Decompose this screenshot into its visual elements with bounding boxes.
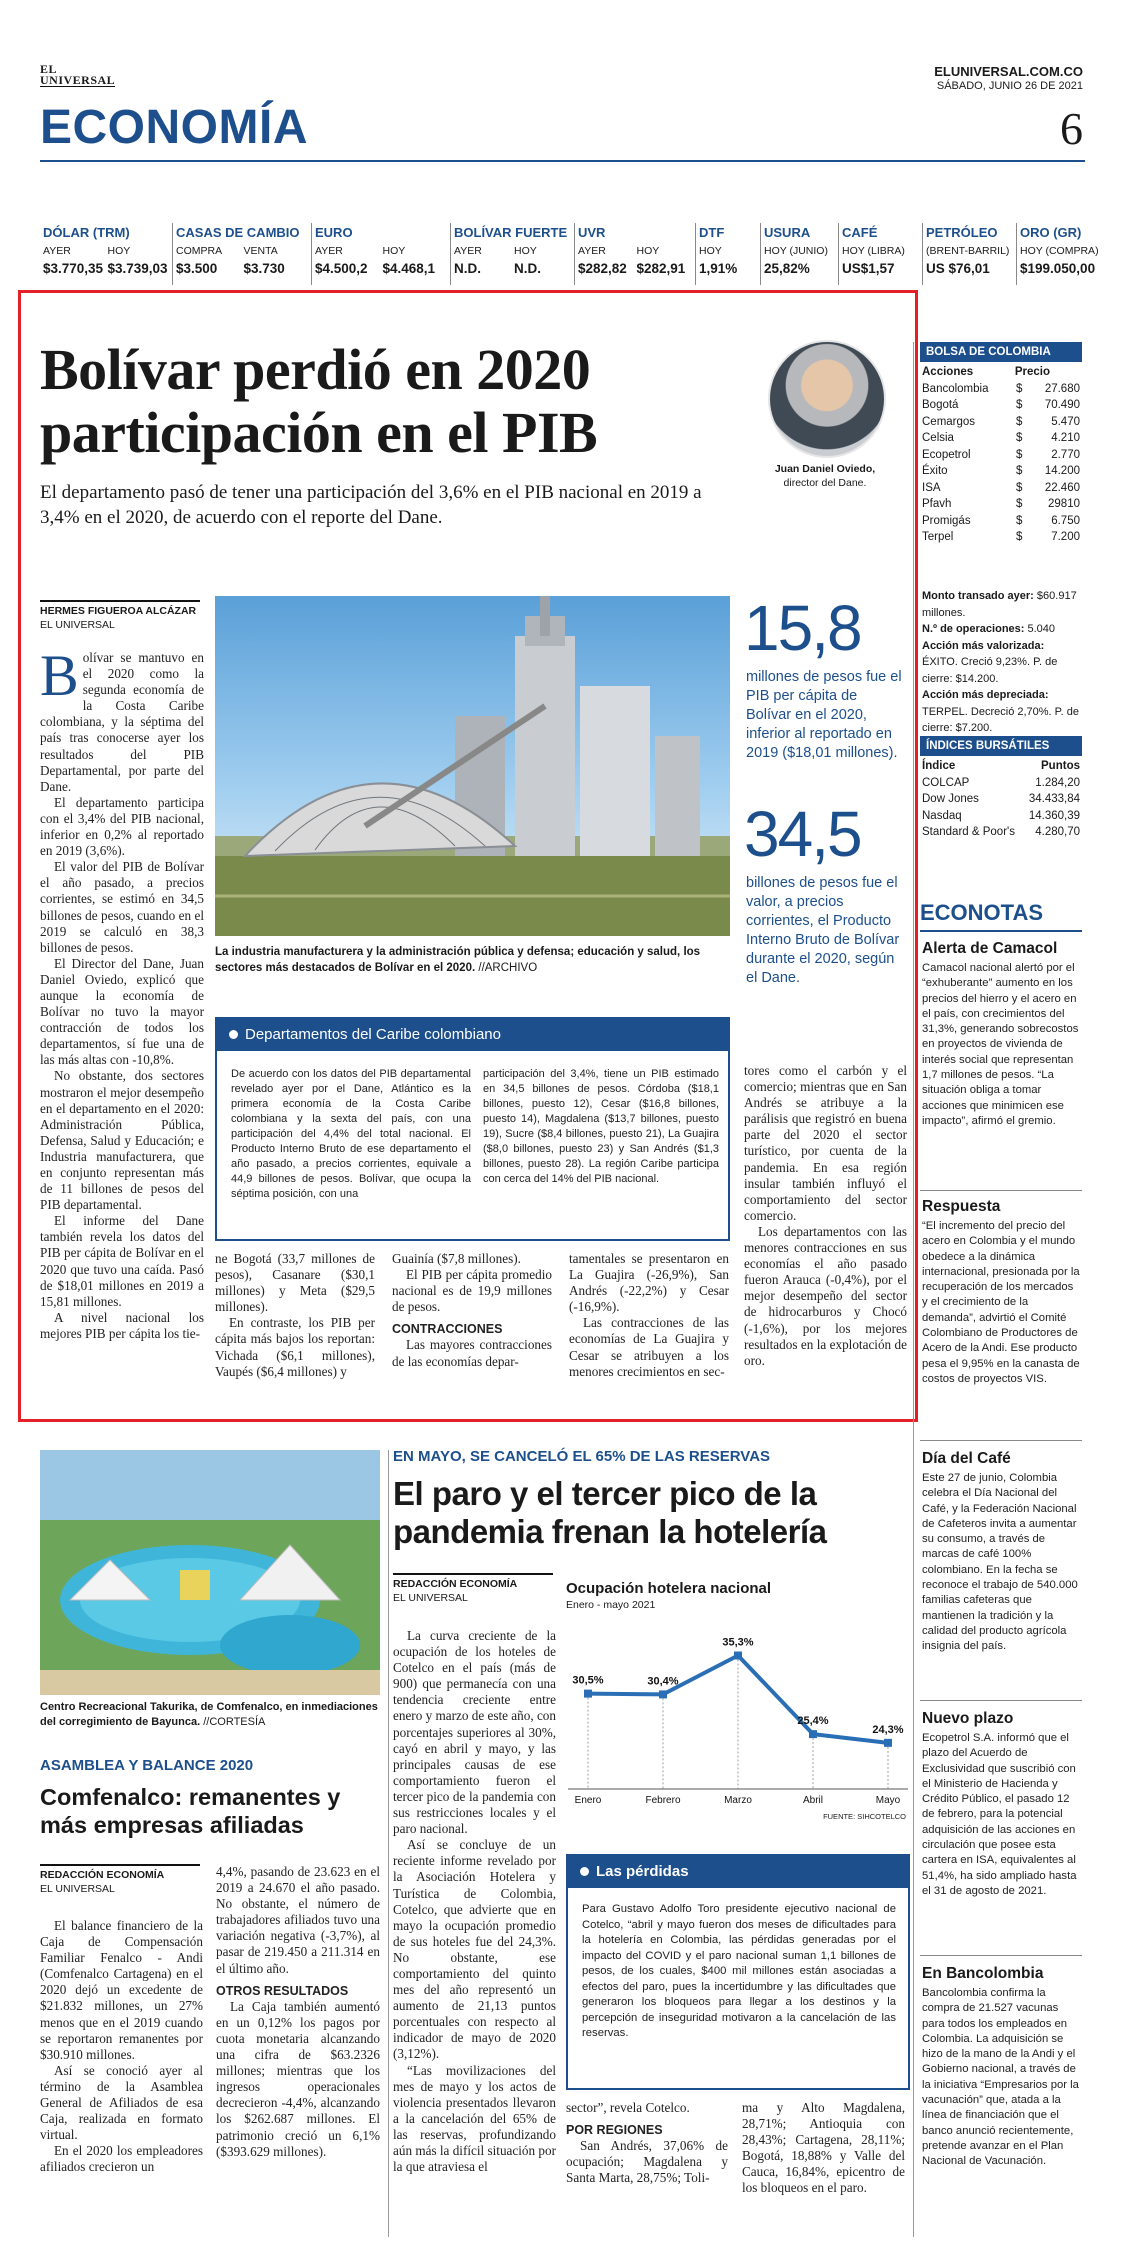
photo-credit: //CORTESÍA [203,1716,266,1728]
indices-header: ÍNDICES BURSÁTILES [920,736,1082,756]
comfenalco-column-1 [40,1918,203,2176]
market-sublabel: AYER [454,245,482,257]
stock-row [922,430,1080,447]
note-title: Día del Café [922,1450,1011,1467]
market-value: $282,91 [636,261,686,276]
stock-price [1016,447,1080,464]
note-body: “El incremento del precio del acero en Colombia y el mundo obedece a la dinámica internacional, presionada por la recuperación de los mercados y el crecimiento de la demanda”, advirtió el Comité Colombiano de Productores de Acero de la Andi. Ese producto pesa el 9,95% en la canasta de costos de proyectos VIS. [922,1220,1080,1385]
market-title: USURA [764,225,811,240]
caribbean-departments-box [215,1017,730,1241]
price-value: 7.200 [1051,531,1080,543]
note-title: En Bancolombia [922,1965,1044,1982]
stock-row [922,529,1080,546]
market-value: $282,82 [578,261,627,276]
index-name: Standard & Poor's [922,826,1015,838]
perdidas-text: Para Gustavo Adolfo Toro presidente ejecutivo nacional de Cotelco, “abril y mayo fueron dos meses de dificultades para la hotelería en Colombia, las pérdidas generadas por el impacto del COVID y el paro nacional suman 1,1 billones de pesos, de los cuales, $400 mil millones están asociadas a efectos del paro, pues la incertidumbre y las dificultades que generaron los bloqueos para llegar a los destinos y la percepción de inseguridad motivaron a la cancelación de las reservas. [582,1903,896,2039]
data-label: 30,5% [572,1674,604,1687]
stat-pib-percapita-text: millones de pesos fue el PIB per cápita de Bolívar en el 2020, inferior al reportado en 2019 ($18,01 millones). [746,669,902,761]
paragraph: En contraste, los PIB per cápita más bajos los reportan: Vichada ($6,1 millones), Vaupés ($6,4 millones) y [215,1315,375,1379]
data-label: 35,3% [722,1636,754,1649]
hotel-occupancy-chart [566,1580,910,1825]
column-header: Puntos [1041,760,1080,772]
market-sublabel: HOY [636,245,660,257]
subheading: CONTRACCIONES [392,1322,503,1337]
hotel-column-1 [393,1628,556,2175]
paragraph: Guainía ($7,8 millones). [392,1251,521,1266]
stock-row [922,480,1080,497]
bullet-icon [229,1030,238,1039]
paragraph: Así se concluye de un reciente informe revelado por la Asociación Hotelera y Turística de Colombia, Cotelco, que advierte que en mayo la ocupación promedio de sus hoteles fue del 24,3%. No obstante, ese comportamiento del quinto mes del año representó un aumento de 21,13 puntos porcentuales con respecto al indicador de mayo de 2020 (3,12%). [393,1837,556,2062]
box-text-col1: De acuerdo con los datos del PIB departamental revelado ayer por el Dane, Atlántico es la primera economía de la Costa Caribe colombiana y la sexta del país, con una participación del 4,4% del total nacional. El Producto Interno Bruto de ese departamento el año pasado, a precios corrientes, equivale a 44,9 billones de pesos. Bolívar, que ocupa la séptima posición, con una [231,1068,471,1200]
page-date: SÁBADO, JUNIO 26 DE 2021 [936,80,1083,92]
paragraph: Así se conoció ayer al término de la Asamblea General de Afiliados de esa Caja, realizada en formato virtual. [40,2062,203,2143]
stock-name: Terpel [922,531,954,543]
byline-name: HERMES FIGUEROA ALCÁZAR [40,605,197,617]
price-value: 5.470 [1051,415,1080,428]
price-value: 70.490 [1044,399,1080,411]
data-point [734,1652,742,1660]
index-points: 34.433,84 [1028,793,1080,805]
note-title: Nuevo plazo [922,1710,1014,1727]
data-label: 30,4% [647,1675,679,1688]
paragraph: El departamento participa con el 3,4% del PIB nacional, inferior en 0,2% al reportado en 2019 (3,6%). [40,794,204,859]
market-8 [838,223,922,285]
bolsa-table [922,364,1080,546]
stock-row [922,496,1080,513]
resort-caption [40,1700,380,1730]
market-9 [922,223,1016,285]
hotel-byline [393,1573,553,1605]
market-value: $3.739,03 [107,261,168,276]
price-value: 27.680 [1044,382,1080,395]
market-sublabels [1017,243,1099,259]
currency-sign: $ [1016,465,1023,477]
market-values [312,259,450,279]
x-tick-label: Febrero [645,1795,681,1806]
market-sublabel: AYER [578,245,606,257]
comfenalco-headline: Comfenalco: remanentes y más empresas afiliadas [40,1784,341,1838]
box-header [217,1019,728,1051]
paragraph: El valor del PIB de Bolívar el año pasado, a precios corrientes, se estimó en 34,5 billones de pesos, cuando en el 2019 se calculó en 38,3 billones de pesos. [40,859,204,955]
market-title: EURO [315,225,353,240]
note-divider [920,1700,1082,1701]
bolsa-note-ops [922,621,1082,638]
paragraph: Las mayores contracciones de las economías depar- [392,1337,552,1369]
chart-source: FUENTE: SIHCOTELCO [823,1812,906,1821]
page-number: 6 [1060,103,1083,154]
stock-price [1016,381,1080,398]
box-title: Las pérdidas [596,1863,689,1880]
market-sublabels [451,243,574,259]
stock-price [1016,463,1080,480]
currency-sign: $ [1016,415,1023,428]
stock-row [922,447,1080,464]
comfenalco-byline [40,1864,200,1896]
market-sublabel: HOY [107,245,131,257]
bolsa-note-depreciada [922,687,1082,737]
note-value: 5.040 [1027,623,1056,635]
currency-sign: $ [1016,448,1023,461]
comfenalco-column-2 [216,1864,380,2160]
price-value: 22.460 [1044,481,1080,494]
hotel-kicker: EN MAYO, SE CANCELÓ EL 65% DE LAS RESERVAS [393,1448,771,1465]
stat-pib-percapita-value: 15,8 [744,592,861,664]
stock-price [1016,529,1080,546]
paragraph: Los departamentos con las menores contracciones en sus economías el año pasado fueron Arauca (-0,4%), por el mejor desempeño del sector de hidrocarburos y Chocó (-1,6%), por los mejores resultados en la explotación de oro. [744,1223,907,1368]
factory-illustration [215,596,730,936]
paragraph: El balance financiero de la Caja de Compensación Familiar Fenalco - Andi (Comfenalco Cartagena) en el 2020 dejó un excedente de $21.832 millones, un 27% menos que en el 2019 cuando se reportaron remanentes por $30.910 millones. [40,1918,203,2062]
box-title: Departamentos del Caribe colombiano [245,1026,501,1043]
paragraph: La curva creciente de la ocupación de los hoteles de Cotelco en el país (más de 900) que permanecía con una tendencia creciente entre enero y marzo de este año, con porcentajes superiores al 30%, cayó en abril y mayo, y las principales causas de ese comportamiento fueron el tercer pico de la pandemia con sus restricciones locales y el paro nacional. [393,1628,556,1837]
currency-sign: $ [1016,382,1023,395]
indices-table-header [922,758,1080,775]
market-sublabels [839,243,922,259]
index-name: Dow Jones [922,793,979,805]
main-story-column-d [744,1063,907,1369]
bolsa-rows [922,381,1080,546]
paragraph: tamentales se presentaron en La Guajira (-26,9%), San Andrés (-22,2%) y Cesar (-16,9%). [569,1251,729,1315]
stat-pib-total-text: billones de pesos fue el valor, a precios corrientes, el Producto Interno Bruto de Bolívar durante el 2020, según el Dane. [746,875,900,986]
market-title: UVR [578,225,606,240]
chart-plot [566,1612,910,1822]
data-point [659,1690,667,1698]
note-label: Acción más depreciada: [922,689,1049,701]
x-tick-label: Enero [574,1795,602,1806]
note-body: Ecopetrol S.A. informó que el plazo del Acuerdo de Exclusividad que suscribió con el Ministerio de Hacienda y Crédito Público, el pasado 12 de febrero, para la potencial adquisición de las acciones en circulación que posee esta cartera en ISA, equivalentes al 51,4%, ha sido ampliado hasta el 31 de agosto de 2021. [922,1732,1077,1897]
chart-subtitle: Enero - mayo 2021 [566,1599,656,1611]
market-values [696,259,760,279]
resort-caption-text: Centro Recreacional Takurika, de Comfenalco, en inmediaciones del corregimiento de Bayunca. [40,1701,378,1728]
note-label: Acción más valorizada: [922,639,1045,652]
data-point [884,1739,892,1747]
stock-price [1016,496,1080,513]
box-text-col2: participación del 3,4%, tiene un PIB estimado en 34,5 billones de pesos. Córdoba ($18,1 billones, puesto 12), Cesar ($16,8 billones, puesto 14), Magdalena ($13,7 billones, puesto 19), Sucre ($8,4 billones, puesto 21), La Guajira ($8,0 billones, puesto 23) y San Andrés ($1,3 billones, puesto 28). La región Caribe participa con cerca del 14% del PIB nacional. [483,1068,719,1185]
market-4 [450,223,574,285]
market-sublabels [173,243,311,259]
currency-sign: $ [1016,531,1023,543]
byline-outlet: EL UNIVERSAL [393,1592,468,1604]
header-rule [40,160,1085,162]
indices-table [922,758,1080,841]
market-values [839,259,922,279]
market-sublabels [575,243,695,259]
market-10 [1016,223,1099,285]
market-7 [760,223,838,285]
column-header: Acciones [922,366,974,378]
x-tick-label: Abril [802,1795,824,1806]
dropcap: B [40,643,79,708]
market-value: US$1,57 [842,261,895,276]
price-value: 4.210 [1051,432,1080,444]
market-sublabel: COMPRA [176,245,223,257]
market-5 [574,223,695,285]
index-points: 4.280,70 [1035,826,1080,838]
note-value: $60.917 millones. [922,590,1077,619]
resort-illustration [40,1450,380,1695]
market-indicators [40,223,1099,285]
index-points: 1.284,20 [1035,776,1080,789]
stock-row [922,381,1080,398]
market-value: $3.500 [176,261,218,276]
masthead-line2: UNIVERSAL [40,73,116,87]
main-story-column-b [392,1251,552,1370]
price-value: 6.750 [1051,514,1080,527]
market-title: CASAS DE CAMBIO [176,225,300,240]
index-points: 14.360,39 [1028,809,1080,822]
note-title: Respuesta [922,1198,1001,1215]
photo-caption-text: La industria manufacturera y la administración pública y defensa; educación y salud, los sectores más destacados de Bolívar en el 2020. [215,946,701,974]
section-title: ECONOMÍA [40,101,308,154]
paragraph: ma y Alto Magdalena, 28,71%; Antioquia con 28,43%; Cartagena, 28,11%; Bogotá, 18,88% y Valle del Cauca, 16,84%, epicentro de los bloqueos en el paro. [742,2100,905,2196]
market-sublabel: VENTA [243,245,278,257]
stock-row [922,513,1080,530]
index-row [922,791,1080,808]
market-3 [311,223,450,285]
market-values [451,259,574,279]
stock-price [1016,430,1080,447]
market-value: 1,91% [699,261,738,276]
bolsa-notes [922,588,1082,737]
main-headline: Bolívar perdió en 2020 participación en el PIB [40,337,598,465]
market-value: 25,82% [764,261,810,276]
market-value: $3.770,35 [43,261,104,276]
note-body: Camacol nacional alertó por el “exhuberante” aumento en los precios del hierro y el acero en el país, con crecimientos del 31,3%, generando sobrecostos en proyectos de vivienda de interés social que representan 1,7 millones de pesos. “La situación obliga a tomar acciones que minimicen ese impacto”, afirmó el gremio. [922,962,1079,1127]
index-row [922,808,1080,825]
market-sublabel: HOY (LIBRA) [842,245,905,257]
data-label: 24,3% [872,1723,904,1736]
stock-name: Ecopetrol [922,448,971,461]
hotel-column-2 [566,2100,728,2186]
paragraph: El Director del Dane, Juan Daniel Oviedo, explicó que aunque la economía de Bolívar no tuvo la mayor contracción de todos los departamentos, sí fue una de las más altas con -10,8%. [40,955,204,1068]
note-divider [920,1955,1082,1956]
market-value: $4.500,2 [315,261,368,276]
index-name: Nasdaq [922,809,962,822]
stock-name: Celsia [922,432,954,444]
x-tick-label: Mayo [875,1795,901,1806]
market-title: DÓLAR (TRM) [43,225,130,240]
main-story-column-c [569,1251,729,1380]
column-divider [388,1450,389,2237]
note-title: Alerta de Camacol [922,940,1058,957]
x-tick-label: Marzo [724,1795,752,1806]
paragraph: San Andrés, 37,06% de ocupación; Magdalena y Santa Marta, 28,75%; Toli- [566,2138,728,2186]
main-deck: El departamento pasó de tener una participación del 3,6% en el PIB nacional en 2019 a 3,4% en el 2020, de acuerdo con el reporte del Dane. [40,482,702,528]
market-value: US $76,01 [926,261,990,276]
data-point [809,1730,817,1738]
paragraph: A nivel nacional los mejores PIB per cápita los tie- [40,1309,204,1341]
market-sublabels [923,243,1016,259]
resort-photo [40,1450,380,1695]
currency-sign: $ [1016,481,1023,494]
stock-name: ISA [922,481,941,494]
paragraph: sector”, revela Cotelco. [566,2100,690,2115]
stock-row [922,397,1080,414]
main-story-column-a [215,1251,375,1380]
paragraph: Las contracciones de las economías de La Guajira y Cesar se atribuyen a los menores crecimientos en sec- [569,1315,729,1379]
note-body: Este 27 de junio, Colombia celebra el Día Nacional del Café, y la Federación Nacional de Cafeteros invita a aumentar su consumo, a través de marcas de café 100% colombiano. En la fecha se reconoce el trabajo de 540.000 familias cafeteras que mantienen la tradición y la calidad del producto agrícola insignia del país. [922,1472,1078,1653]
note-divider [920,1190,1082,1191]
market-6 [695,223,760,285]
stock-name: Bancolombia [922,382,989,395]
stock-row [922,463,1080,480]
market-sublabel: HOY (COMPRA) [1020,245,1099,257]
currency-sign: $ [1016,399,1023,411]
market-values [575,259,695,279]
stock-price [1016,397,1080,414]
byline-outlet: EL UNIVERSAL [40,619,115,631]
note-divider [920,1440,1082,1441]
stock-name: Promigás [922,514,971,527]
note-value: TERPEL. Decreció 2,70%. P. de cierre: $7.200. [922,705,1079,734]
stock-name: Pfavh [922,498,952,510]
market-values [173,259,311,279]
bolsa-header: BOLSA DE COLOMBIA [920,342,1082,362]
market-sublabel: HOY [514,245,537,257]
main-story-column-1 [40,643,204,1342]
perdidas-box [566,1854,910,2090]
chart-title: Ocupación hotelera nacional [566,1580,772,1597]
masthead-line1: EL [40,62,58,76]
note-body: Bancolombia confirma la compra de 21.527 vacunas para todos los empleados en Colombia. La adquisición se hizo de la mano de la Andi y el Gobierno nacional, a través de la iniciativa “Empresarios por la vacunación” que, atada a la línea de financiación que el banco anunció recientemente, pretende avanzar en el Plan Nacional de Vacunación. [922,1987,1079,2168]
paragraph: 4,4%, pasando de 23.623 en el 2019 a 24.670 el año pasado. No obstante, el número de trabajadores afiliados tuvo una variación negativa (-3,7%), al pasar de 219.450 a 211.314 en el último año. [216,1864,380,1976]
index-row [922,775,1080,792]
paragraph: El informe del Dane también revela los datos del PIB per cápita de Bolívar en el 2020 que tuvo una caída. Pasó de $18,01 millones en 2019 a 15,81 millones. [40,1213,204,1309]
byline-name: REDACCIÓN ECONOMÍA [40,1869,165,1881]
market-title: PETRÓLEO [926,225,998,240]
market-sublabels [761,243,838,259]
market-title: ORO (GR) [1020,225,1082,240]
paragraph: “Las movilizaciones del mes de mayo y los actos de violencia presentados llevaron a la cancelación del 65% de las reservas, profundizando aún más la difícil situación por la que atraviesa el [393,2062,556,2175]
portrait-caption [740,462,910,490]
price-value: 29810 [1048,498,1080,510]
stock-price [1016,414,1080,431]
note-label: Monto transado ayer: [922,590,1034,602]
stock-name: Cemargos [922,415,976,428]
stock-price [1016,513,1080,530]
factory-photo [215,596,730,936]
price-value: 14.200 [1044,465,1080,477]
stock-name: Bogotá [922,399,959,411]
portrait-caption-name: Juan Daniel Oviedo, [774,463,876,475]
subheading: POR REGIONES [566,2123,663,2138]
market-sublabel: HOY [382,245,406,257]
market-value: N.D. [454,261,481,276]
hotel-headline: El paro y el tercer pico de la pandemia frenan la hotelería [393,1475,827,1550]
main-byline [40,600,200,632]
paragraph: No obstante, dos sectores mostraron el mejor desempeño en el departamento en el 2020: Administración Pública, Defensa, Salud y Educación; e Industria manufacturera, que en conjunto representan más de 11 billones de pesos del PIB departamental. [40,1068,204,1213]
market-value: $199.050,00 [1020,261,1096,276]
bolsa-note-monto [922,588,1082,621]
market-sublabel: (BRENT-BARRIL) [926,245,1010,257]
stock-row [922,414,1080,431]
paragraph: tores como el carbón y el comercio; mientras que en San Andrés se atribuye a la parálisis que registró en buena parte del 2020 el sector turístico, por cuenta de la pandemia. En esa región insular también influyó el comportamiento del sector comercio. [744,1063,907,1223]
paragraph: ne Bogotá (33,7 millones de pesos), Casanare ($30,1 millones) y Meta ($29,5 millones). [215,1251,375,1315]
bolsa-table-header [922,364,1080,381]
column-header: Precio [1014,366,1050,378]
hotel-column-3 [742,2100,905,2197]
market-sublabel: AYER [315,245,343,257]
market-1 [40,223,172,285]
paragraph: En el 2020 los empleadores afiliados crecieron un [40,2143,203,2175]
market-value: $4.468,1 [382,261,436,276]
portrait-caption-role: director del Dane. [783,477,867,489]
currency-sign: $ [1016,514,1023,527]
sidebar-divider [913,342,914,2237]
market-values [40,259,172,279]
portrait-photo [768,340,886,458]
market-sublabels [312,243,450,259]
market-title: CAFÉ [842,225,878,240]
stock-name: Éxito [922,465,948,477]
masthead-logo [40,64,115,87]
econotas-title: ECONOTAS [920,900,1044,925]
econotas-rule [920,930,1082,932]
market-sublabels [40,243,172,259]
comfenalco-kicker: ASAMBLEA Y BALANCE 2020 [40,1757,254,1774]
market-sublabel: HOY (JUNIO) [764,245,828,257]
column-header: Índice [922,760,956,772]
photo-caption [215,944,730,976]
market-values [1017,259,1096,279]
price-value: 2.770 [1051,448,1080,461]
box-header [568,1856,908,1888]
market-2 [172,223,311,285]
site-url: ELUNIVERSAL.COM.CO [934,64,1083,79]
market-sublabels [696,243,760,259]
market-values [761,259,838,279]
index-row [922,824,1080,841]
byline-name: REDACCIÓN ECONOMÍA [393,1578,518,1590]
data-point [584,1690,592,1698]
stock-price [1016,480,1080,497]
market-title: BOLÍVAR FUERTE [454,225,568,240]
byline-outlet: EL UNIVERSAL [40,1883,115,1895]
paragraph: El PIB per cápita promedio nacional es de 19,9 millones de pesos. [392,1267,552,1315]
lead-paragraph [40,643,204,795]
market-title: DTF [699,225,725,240]
subheading: OTROS RESULTADOS [216,1983,349,1998]
paragraph: La Caja también aumentó en un 0,12% los pagos por cuota monetaria alcanzando una cifra de $63.2326 millones; mientras que los ingresos operacionales decrecieron -4,4%, alcanzando los $262.687 millones. El patrimonio creció un 6,1% ($393.629 millones). [216,1998,380,2159]
indices-rows [922,775,1080,841]
market-value: $3.730 [243,261,285,276]
market-sublabel: HOY [699,245,722,257]
currency-sign: $ [1016,498,1023,510]
market-values [923,259,1016,279]
bolsa-note-valorizada [922,638,1082,688]
paragraph: olívar se mantuvo en el 2020 como la segunda economía de la Costa Caribe colombiana, y la séptima del país tras conocerse ayer los resultados del PIB Departamental, por parte del Dane. [40,650,204,794]
stat-pib-total-value: 34,5 [744,798,861,870]
photo-credit: //ARCHIVO [478,962,538,974]
market-value: N.D. [514,261,541,276]
data-label: 25,4% [797,1715,829,1728]
bullet-icon [580,1867,589,1876]
note-label: N.º de operaciones: [922,623,1025,635]
currency-sign: $ [1016,432,1023,444]
market-sublabel: AYER [43,245,71,257]
note-value: ÉXITO. Creció 9,23%. P. de cierre: $14.200. [922,656,1058,685]
index-name: COLCAP [922,776,970,789]
